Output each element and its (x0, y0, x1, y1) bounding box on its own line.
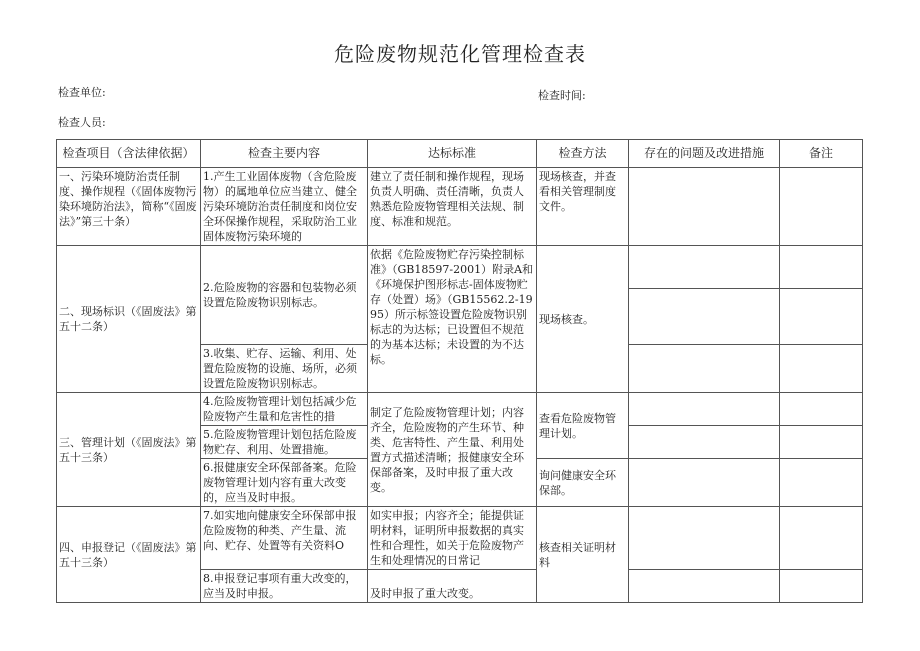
content-cell: 7.如实地向健康安全环保部申报危险废物的种类、产生量、流向、贮存、处置等有关资料O (201, 507, 368, 570)
standard-cell: 如实申报；内容齐全；能提供证明材料，证明所申报数据的真实性和合理性，如关于危险废物产生和处理情况的日常记 (368, 507, 537, 570)
method-cell: 现场核查，并查看相关管理制度文件。 (537, 168, 629, 246)
standard-cell: 建立了责任制和操作规程，现场负责人明确、责任清晰，负责人熟悉危险废物管理相关法规、制度、标准和规范。 (368, 168, 537, 246)
method-cell: 现场核查。 (537, 246, 629, 393)
method-cell: 查看危险废物管理计划。 (537, 393, 629, 459)
issues-cell[interactable] (629, 393, 780, 426)
header-method: 检查方法 (537, 140, 629, 168)
issues-cell[interactable] (629, 507, 780, 570)
inspector-label: 检查人员: (58, 116, 106, 129)
project-cell: 三、管理计划（《固废法》第五十三条） (57, 393, 201, 507)
standard-cell: 及时申报了重大改变。 (368, 570, 537, 603)
header-standard: 达标标准 (368, 140, 537, 168)
project-cell: 四、申报登记（《固废法》第五十三条） (57, 507, 201, 603)
header-project: 检查项目（含法律依据） (57, 140, 201, 168)
project-cell: 一、污染环境防治责任制度、操作规程（《固体废物污染环境防治法》，简称“《固废法》”第三十条） (57, 168, 201, 246)
content-cell: 3.收集、贮存、运输、利用、处置危险废物的设施、场所，必须设置危险废物识别标志。 (201, 345, 368, 393)
table-row (57, 168, 863, 246)
page-title: 危险废物规范化管理检查表 (334, 42, 586, 66)
content-cell: 2.危险废物的容器和包装物必须设置危险废物识别标志。 (201, 246, 368, 345)
table-row (57, 246, 863, 289)
content-cell: 1.产生工业固体废物（含危险废物）的属地单位应当建立、健全污染环境防治责任制度和岗位安全环保操作规程，采取防治工业固体废物污染环境的 (201, 168, 368, 246)
issues-cell[interactable] (629, 426, 780, 459)
standard-cell: 制定了危险废物管理计划；内容齐全，危险废物的产生环节、种类、危害特性、产生量、利用处置方式描述清晰；报健康安全环保部备案，及时申报了重大改变。 (368, 393, 537, 507)
remarks-cell[interactable] (780, 345, 863, 393)
inspection-unit-label: 检查单位: (58, 86, 106, 99)
issues-cell[interactable] (629, 459, 780, 507)
remarks-cell[interactable] (780, 426, 863, 459)
issues-cell[interactable] (629, 246, 780, 289)
issues-cell[interactable] (629, 289, 780, 345)
issues-cell[interactable] (629, 345, 780, 393)
issues-cell[interactable] (629, 168, 780, 246)
header-issues: 存在的问题及改进措施 (629, 140, 780, 168)
issues-cell[interactable] (629, 570, 780, 603)
content-cell: 5.危险废物管理计划包括危险废物贮存、利用、处置措施。 (201, 426, 368, 459)
content-cell: 6.报健康安全环保部备案。危险废物管理计划内容有重大改变的，应当及时申报。 (201, 459, 368, 507)
remarks-cell[interactable] (780, 459, 863, 507)
method-cell: 核查相关证明材料 (537, 507, 629, 603)
remarks-cell[interactable] (780, 507, 863, 570)
content-cell: 8.申报登记事项有重大改变的，应当及时申报。 (201, 570, 368, 603)
content-cell: 4.危险废物管理计划包括减少危险废物产生量和危害性的措 (201, 393, 368, 426)
project-cell: 二、现场标识（《固废法》第五十二条） (57, 246, 201, 393)
header-remarks: 备注 (780, 140, 863, 168)
remarks-cell[interactable] (780, 393, 863, 426)
inspection-time-label: 检查时间: (538, 89, 586, 102)
table-row (57, 393, 863, 426)
header-content: 检查主要内容 (201, 140, 368, 168)
standard-cell: 依据《危险废物贮存污染控制标准》（GB18597-2001）附录A和《环境保护图形标志-固体废物贮存（处置）场》（GB15562.2-1995）所示标签设置危险废物识别标志的为达标；已设置但不规范的为基本达标；未设置的为不达标。 (368, 246, 537, 393)
method-cell: 询问健康安全环保部。 (537, 459, 629, 507)
remarks-cell[interactable] (780, 246, 863, 289)
inspection-table (56, 139, 863, 603)
table-header-row (57, 140, 863, 168)
table-row (57, 507, 863, 570)
remarks-cell[interactable] (780, 289, 863, 345)
remarks-cell[interactable] (780, 570, 863, 603)
remarks-cell[interactable] (780, 168, 863, 246)
